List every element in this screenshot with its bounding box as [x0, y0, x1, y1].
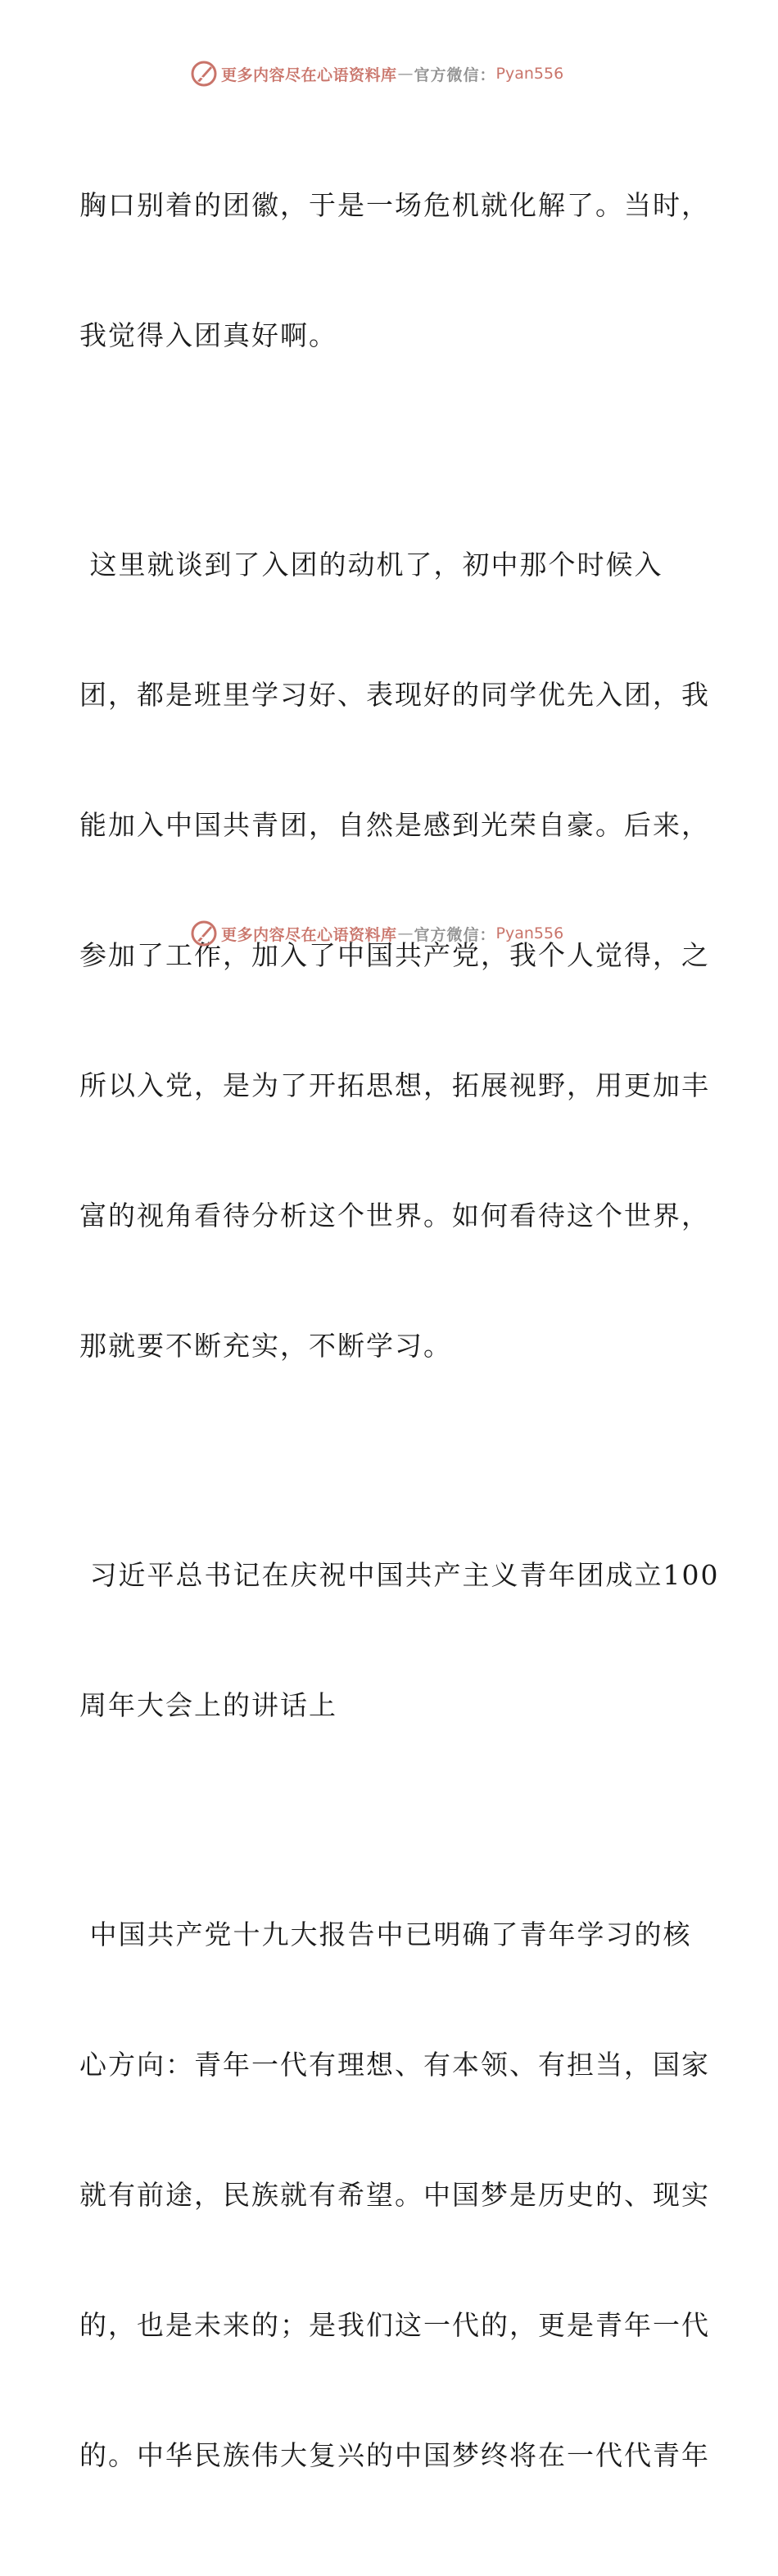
text-line: 心方向：青年一代有理想、有本领、有担当，国家: [79, 2049, 710, 2081]
text-line: 这里就谈到了入团的动机了，初中那个时候入: [79, 549, 663, 581]
text-line: 团，都是班里学习好、表现好的同学优先入团，我: [79, 679, 710, 711]
text-line: 周年大会上的讲话上: [79, 1689, 337, 1721]
text-line: 胸口别着的团徽，于是一场危机就化解了。当时，: [79, 189, 710, 221]
text-line: 的。中华民族伟大复兴的中国梦终将在一代代青年: [79, 2439, 710, 2471]
text-line: 中国共产党十九大报告中已明确了青年学习的核: [79, 1918, 692, 1950]
text-line: 那就要不断充实，不断学习。: [79, 1330, 452, 1362]
paragraph: [79, 456, 710, 1454]
header-banner: [190, 59, 563, 88]
document-body: [79, 97, 720, 2576]
text-line: 我觉得入团真好啊。: [79, 319, 337, 351]
text-line: 就有前途，民族就有希望。中国梦是历史的、现实: [79, 2179, 710, 2211]
banner-separator: —: [397, 65, 414, 83]
paragraph: [79, 1826, 710, 2564]
banner-main-text: 更多内容尽在心语资料库: [221, 66, 397, 84]
quill-pen-circle-icon: [190, 920, 218, 947]
paragraph: [79, 97, 710, 444]
banner-sub-text: 官方微信：: [414, 66, 496, 84]
quill-pen-circle-icon: [190, 60, 218, 88]
banner-separator: —: [397, 924, 414, 942]
text-line: 所以入党，是为了开拓思想，拓展视野，用更加丰: [79, 1069, 710, 1101]
banner-wechat-id: Pyan556: [495, 924, 564, 942]
text-line: 参加了工作，加入了中国共产党，我个人觉得，之: [79, 939, 710, 971]
text-line: 能加入中国共青团，自然是感到光荣自豪。后来，: [79, 809, 710, 841]
text-line: 习近平总书记在庆祝中国共产主义青年团成立100: [79, 1559, 720, 1591]
paragraph: [79, 1467, 720, 1814]
banner-wechat-id: Pyan556: [495, 65, 564, 83]
banner-main-text: 更多内容尽在心语资料库: [221, 925, 397, 944]
banner-sub-text: 官方微信：: [414, 925, 496, 944]
text-line: 富的视角看待分析这个世界。如何看待这个世界，: [79, 1200, 710, 1232]
text-line: 的，也是未来的；是我们这一代的，更是青年一代: [79, 2309, 710, 2341]
footer-banner: [190, 919, 563, 948]
